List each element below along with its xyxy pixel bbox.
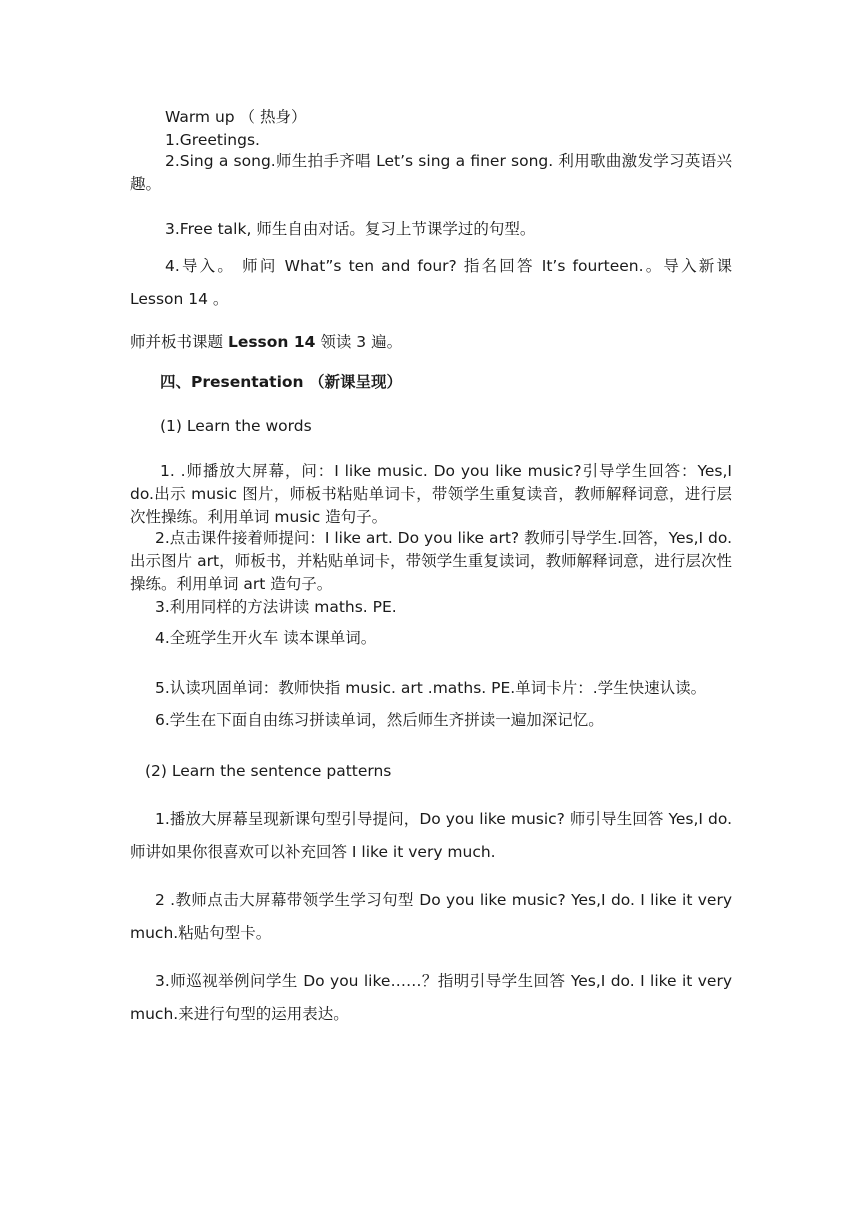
presentation-heading: 四、Presentation （新课呈现） (160, 373, 402, 391)
warmup-item-lead-in: 4.导入。 师问 What”s ten and four? 指名回答 It’s fourteen.。导入新课 Lesson 14 。 (130, 257, 732, 308)
warmup-title: Warm up （ 热身） (165, 108, 307, 126)
warmup-item-song: 2.Sing a song.师生拍手齐唱 Let’s sing a finer song. 利用歌曲激发学习英语兴趣。 (130, 152, 732, 193)
words-step-6: 6.学生在下面自由练习拼读单词，然后师生齐拼读一遍加深记忆。 (155, 711, 604, 729)
sentences-step-3: 3.师巡视举例问学生 Do you like……？指明引导学生回答 Yes,I do. I like it very much.来进行句型的运用表达。 (130, 972, 732, 1023)
words-step-2: 2.点击课件接着师提问：I like art. Do you like art? 教师引导学生.回答，Yes,I do.出示图片 art，师板书，并粘贴单词卡，带领学生重复读词，教师解释词意，进行层次性操练。利用单词 art 造句子。 (130, 529, 732, 593)
words-step-5: 5.认读巩固单词：教师快指 music. art .maths. PE.单词卡片：.学生快速认读。 (155, 679, 707, 697)
sentences-heading: (2) Learn the sentence patterns (145, 762, 392, 780)
board-lesson-title: Lesson 14 (227, 333, 316, 351)
words-heading: (1) Learn the words (160, 417, 312, 435)
board-prefix: 师并板书课题 (130, 333, 228, 351)
sentences-step-2: 2 .教师点击大屏幕带领学生学习句型 Do you like music? Yes,I do. I like it very much.粘贴句型卡。 (130, 891, 732, 942)
words-step-3: 3.利用同样的方法讲读 maths. PE. (155, 598, 397, 616)
board-line (130, 331, 402, 353)
words-step-4: 4.全班学生开火车 读本课单词。 (155, 629, 377, 647)
sentences-step-1: 1.播放大屏幕呈现新课句型引导提问，Do you like music? 师引导生回答 Yes,I do.师讲如果你很喜欢可以补充回答 I like it very much. (130, 810, 732, 861)
board-suffix: 领读 3 遍。 (315, 333, 403, 351)
warmup-item-free-talk: 3.Free talk, 师生自由对话。复习上节课学过的句型。 (165, 220, 536, 238)
warmup-item-greetings: 1.Greetings. (165, 131, 260, 149)
words-step-1: 1. .师播放大屏幕，问：I like music. Do you like music?引导学生回答：Yes,I do.出示 music 图片，师板书粘贴单词卡，带领学生重复读音，教师解释词意，进行层次性操练。利用单词 music 造句子。 (130, 462, 732, 526)
